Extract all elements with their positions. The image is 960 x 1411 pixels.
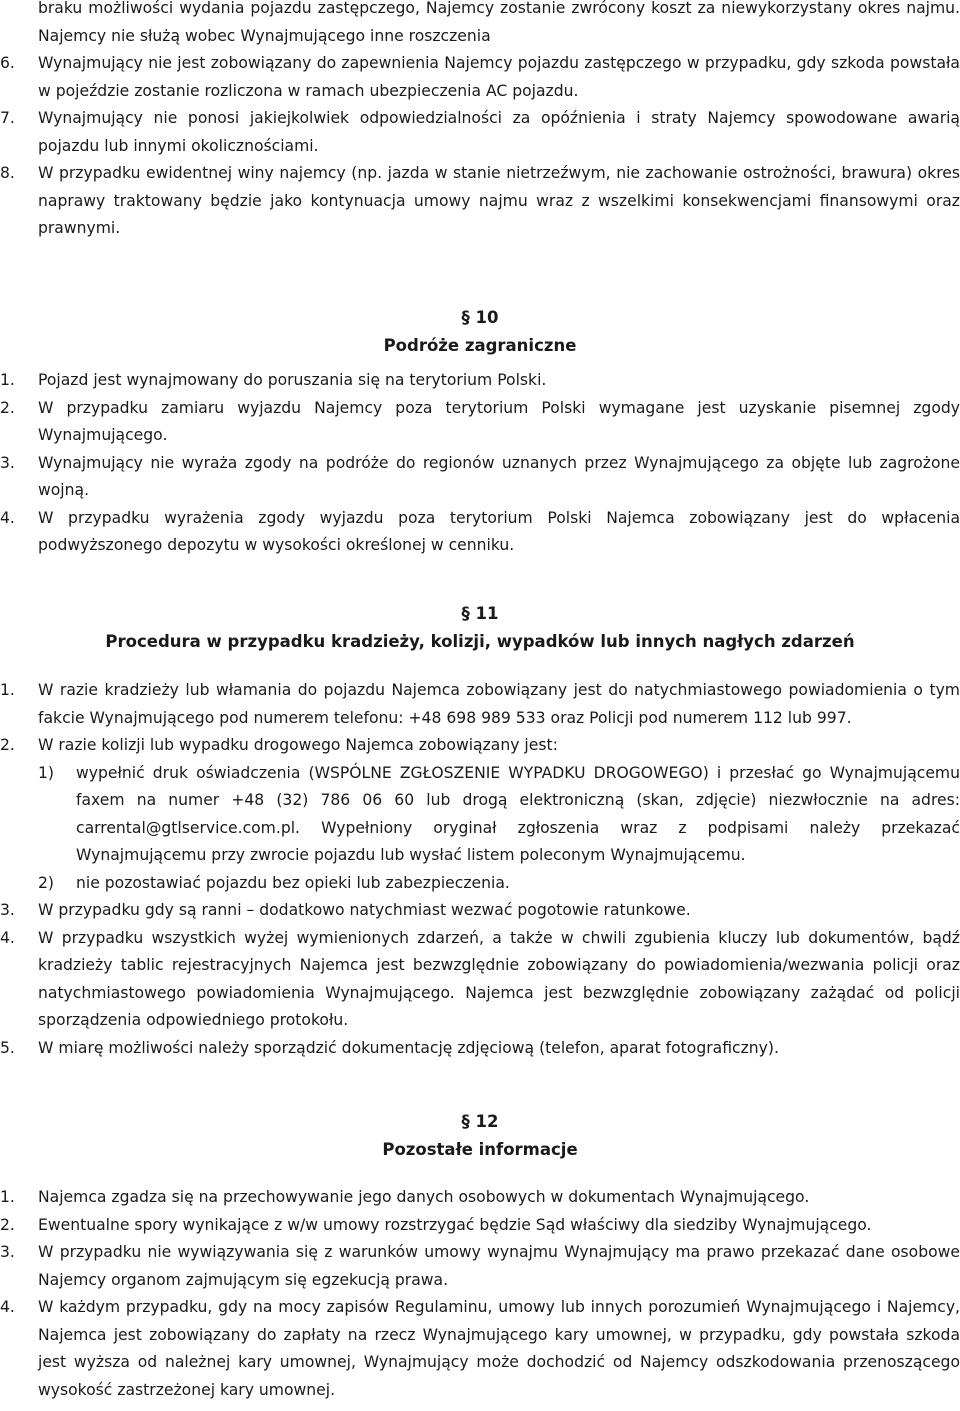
item-number: 3. [0,1243,15,1261]
section-number: § 10 [461,308,499,327]
item-number: 8. [0,164,15,182]
item-number: 3. [0,453,15,472]
item-number: 5. [0,1038,15,1057]
item-text: W miarę możliwości należy sporządzić dokumentację zdjęciową (telefon, aparat fotograficzny). [38,1038,779,1057]
item-number: 2) [38,873,55,892]
item-text: Wynajmujący nie wyraża zgody na podróże do regionów uznanych przez Wynajmującego za objęte lub zagrożone wojną. [38,453,960,499]
list-item [0,505,960,560]
sub-list-item [0,870,960,898]
list-item [0,925,960,1035]
item-number: 4. [0,1298,15,1316]
section-number: § 12 [461,1112,499,1131]
section-10-list [0,367,960,560]
list-item [0,367,960,395]
section-12-list [0,1184,960,1404]
list-item [0,1212,960,1240]
item-text: W przypadku nie wywiązywania się z warunków umowy wynajmu Wynajmujący ma prawo przekazać dane osobowe Najemcy organom zajmującym się egzekucją prawa. [38,1243,960,1289]
list-item [0,897,960,925]
item-number: 1. [0,371,15,389]
top-list [0,50,960,243]
list-item [0,1294,960,1404]
item-text: W przypadku wyrażenia zgody wyjazdu poza terytorium Polski Najemca zobowiązany jest do wpłacenia podwyższonego depozytu w wysokości określonej w cenniku. [38,508,960,554]
item-number: 4. [0,928,15,947]
item-number: 2. [0,398,15,417]
section-title: Procedura w przypadku kradzieży, kolizji, wypadków lub innych nagłych zdarzeń [105,632,855,651]
item-text: nie pozostawiać pojazdu bez opieki lub zabezpieczenia. [76,873,510,892]
item-text: W razie kolizji lub wypadku drogowego Najemca zobowiązany jest: [38,736,558,754]
item-text: Wynajmujący nie ponosi jakiejkolwiek odpowiedzialności za opóźnienia i straty Najemcy spowodowane awarią pojazdu lub innymi okolicznościami. [38,109,960,155]
list-item [0,1239,960,1294]
list-item [0,50,960,105]
section-11-list [0,677,960,1062]
continuation-text: braku możliwości wydania pojazdu zastępczego, Najemcy zostanie zwrócony koszt za niewykorzystany okres najmu. Najemcy nie służą wobec Wynajmującego inne roszczenia [38,0,960,45]
item-text: W każdym przypadku, gdy na mocy zapisów Regulaminu, umowy lub innych porozumień Wynajmującego i Najemcy, Najemca jest zobowiązany do zapłaty na rzecz Wynajmującego kary umownej, w przypadku, gdy powstała szkoda jest wyższa od należnej kary umownej, Wynajmujący może dochodzić od Najemcy odszkodowania przenoszącego wysokość zastrzeżonej kary umownej. [38,1298,960,1399]
section-11 [0,600,960,656]
list-item [0,395,960,450]
sub-list-item [0,760,960,870]
list-item [0,450,960,505]
item-number: 4. [0,508,15,527]
item-text: W przypadku wszystkich wyżej wymienionych zdarzeń, a także w chwili zgubienia kluczy lub dokumentów, bądź kradzieży tablic rejestracyjnych Najemca jest bezwzględnie zobowiązany do powiadomienia/wezwania policji oraz natychmiastowego powiadomienia Wynajmującego. Najemca jest bezwzględnie zobowiązany zażądać od policji sporządzenia odpowiedniego protokołu. [38,928,960,1029]
section-number: § 11 [461,604,499,623]
item-text: W przypadku ewidentnej winy najemcy (np. jazda w stanie nietrzeźwym, nie zachowanie ostrożności, brawura) okres naprawy traktowany będzie jako kontynuacja umowy najmu wraz z wszelkimi konsekwencjami finansowymi oraz prawnymi. [38,164,960,237]
item-number: 6. [0,54,15,72]
item-text: Ewentualne spory wynikające z w/w umowy rozstrzygać będzie Sąd właściwy dla siedziby Wynajmującego. [38,1215,872,1234]
list-item [0,732,960,760]
section-title: Podróże zagraniczne [383,336,577,355]
item-text: Pojazd jest wynajmowany do poruszania się na terytorium Polski. [38,371,547,389]
item-text: wypełnić druk oświadczenia (WSPÓLNE ZGŁOSZENIE WYPADKU DROGOWEGO) i przesłać go Wynajmującemu faxem na numer +48 (32) 786 06 60 lub drogą elektroniczną (skan, zdjęcie) niezwłocznie na adres: carrental@gtlservice.com.pl. Wypełniony oryginał zgłoszenia wraz z podpisami należy przekazać Wynajmującemu przy zwrocie pojazdu lub wysłać listem poleconym Wynajmującemu. [76,763,960,864]
item-number: 1) [38,763,55,782]
item-text: Wynajmujący nie jest zobowiązany do zapewnienia Najemcy pojazdu zastępczego w przypadku, gdy szkoda powstała w pojeździe zostanie rozliczona w ramach ubezpieczenia AC pojazdu. [38,54,960,100]
list-item [0,677,960,732]
list-item [0,1035,960,1063]
list-item [0,160,960,243]
item-number: 7. [0,109,15,127]
item-text: W przypadku zamiaru wyjazdu Najemcy poza terytorium Polski wymagane jest uzyskanie pisemnej zgody Wynajmującego. [38,398,960,444]
section-10 [0,304,960,360]
item-number: 2. [0,736,15,754]
item-text: W przypadku gdy są ranni – dodatkowo natychmiast wezwać pogotowie ratunkowe. [38,901,691,919]
item-text: Najemca zgadza się na przechowywanie jego danych osobowych w dokumentach Wynajmującego. [38,1188,810,1206]
section-12 [0,1108,960,1164]
item-text: W razie kradzieży lub włamania do pojazdu Najemca zobowiązany jest do natychmiastowego powiadomienia o tym fakcie Wynajmującego pod numerem telefonu: +48 698 989 533 oraz Policji pod numerem 112 lub 997. [38,681,960,727]
list-item [0,105,960,160]
item-number: 1. [0,681,15,699]
section-title: Pozostałe informacje [382,1140,578,1159]
item-number: 2. [0,1215,15,1234]
list-item [0,1184,960,1212]
item-number: 3. [0,901,15,919]
item-number: 1. [0,1188,15,1206]
